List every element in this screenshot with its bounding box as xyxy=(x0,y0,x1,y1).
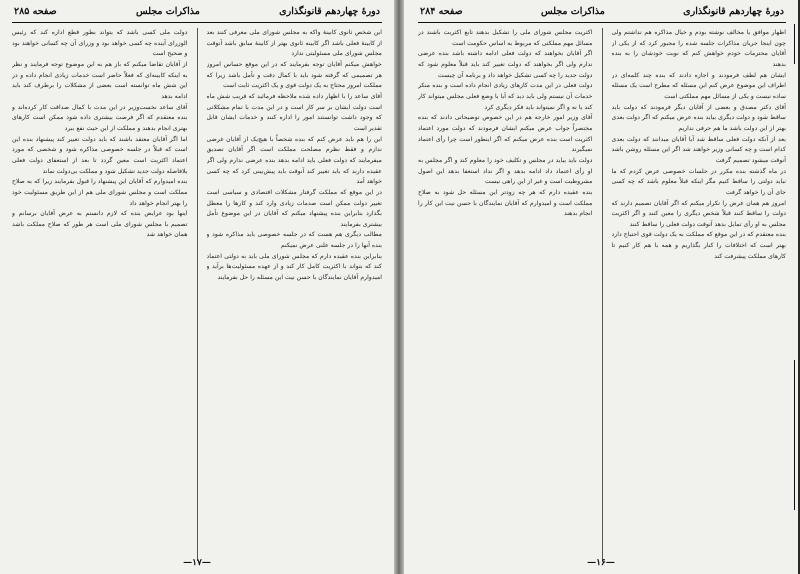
paragraph: بنده عقیده دارم که هر چه زودتر این مسئله حل شود به صلاح مملکت است و امیدوارم که آقایان نمایندگان با حسن نیت این کار را انجام بدهند xyxy=(418,188,593,218)
left-page-columns xyxy=(12,28,382,561)
paragraph: بنابراین بنده عقیده دارم که مجلس شورای ملی باید به دولتی اعتماد کند که بتواند با اکثریت کامل کار کند و از عهده مسئولیت‌ها برآید و امیدوارم آقایان نمایندگان با حسن نیت این مسئله را حل بفرمایند xyxy=(206,252,382,282)
right-page-folio: —۱۶— xyxy=(587,558,615,568)
paragraph: آقای ساعد نخست‌وزیر در این مدت با کمال صداقت کار کرده‌اند و بنده معتقدم که اگر فرصت بیشتری داده شود ممکن است کارهای بهتری انجام بدهند و مملکت از این حیث نفع ببرد xyxy=(12,103,188,132)
paragraph: در ماه گذشته بنده مکرر در جلسات خصوصی عرض کردم که ما نباید دولتی را ساقط کنیم مگر اینکه قبلاً معلوم باشد که چه کسی جای آن را خواهد گرفت xyxy=(611,167,786,196)
paragraph: این را هم باید عرض کنم که بنده شخصاً با هیچ‌یک از آقایان غرضی ندارم و فقط نظرم مصلحت مملکت است اگر آقایان تصدیق میفرمایند که دولت فعلی باید ادامه بدهد بنده عرضی ندارم ولی اگر عقیده دارند که باید تغییر کند آنوقت باید پیش‌بینی کرد که چه کسی خواهد آمد xyxy=(206,135,382,186)
right-page-header xyxy=(418,6,786,23)
right-page-column-right xyxy=(612,28,787,561)
right-page-title: مذاکرات مجلس xyxy=(541,6,605,17)
paragraph: دولت فعلی در این مدت کارهای زیادی انجام داده است و بنده منکر خدمات آن نیستم ولی باید دید که آیا با وضع فعلی مجلس میتواند کار کند یا نه و اگر نمیتواند باید فکر دیگری کرد xyxy=(418,82,593,111)
paragraph: در این موقع که مملکت گرفتار مشکلات اقتصادی و سیاسی است تغییر دولت ممکن است صدمات زیادی وارد کند و کارها را معطل بگذارد بنابراین بنده پیشنهاد میکنم که آقایان در این موضوع تأمل بیشتری بفرمایند xyxy=(206,188,382,228)
paragraph: بعد از آنکه دولت فعلی ساقط شد آیا آقایان میدانند که دولت بعدی کدام است و چه کسانی وزیر خواهند شد اگر این مسئله روشن باشد آنوقت میشود تصمیم گرفت xyxy=(611,135,786,164)
left-page-column-left xyxy=(12,28,188,561)
paragraph: دولت ملی کسی باشد که بتواند بطور قطع اداره کند که رئیس الوزرای آینده چه کسی خواهد بود و وزرای آن چه کسانی خواهند بود و صحیح است xyxy=(12,29,188,58)
paragraph: مطالب دیگری هم هست که در جلسه خصوصی باید مذاکره شود و بنده آنها را در جلسه علنی عرض نمیکنم xyxy=(206,231,382,250)
paragraph: بنده معتقدم که در این موقع که مملکت به یک دولت قوی احتیاج دارد بهتر است که اختلافات را کنار بگذاریم و همه با هم کار کنیم تا کارهای مملکت پیشرفت کند xyxy=(611,231,786,260)
paragraph: آقای ساعد را با اظهار داده شده ملاحظه فرمائید که قریب شش ماه است دولت ایشان بر سر کار است و در این مدت با تمام مشکلاتی که وجود داشت توانستند امور را اداره کنند و خدمات ایشان قابل تقدیر است xyxy=(206,92,382,132)
paragraph: دولت باید بیاید در مجلس و تکلیف خود را معلوم کند و اگر مجلس به او رأی اعتماد داد ادامه بدهد و اگر نداد استعفا بدهد این اصول مشروطیت است و غیر از این راهی نیست xyxy=(418,156,593,186)
margin-pen-mark xyxy=(789,24,795,64)
right-page xyxy=(404,0,798,574)
paragraph: اکثریت مجلس شورای ملی را تشکیل بدهند تابع اکثریت باشند در مسائل مهم مملکتی که مربوط به اساس حکومت است xyxy=(418,29,593,47)
column-divider xyxy=(602,28,603,561)
paragraph: ایشان هم لطف فرمودند و اجازه دادند که بنده چند کلمه‌ای در اطراف این موضوع عرض کنم این مسئله که مطرح است یک مسئله ساده نیست و یکی از مسائل مهم مملکتی است xyxy=(611,71,786,100)
paragraph: بنده امیدوارم که آقایان این پیشنهاد را قبول بفرمایند زیرا که به صلاح مملکت است و مجلس شورای ملی هم از این طریق مسئولیت خود را بهتر انجام خواهد داد xyxy=(12,178,188,207)
column-divider xyxy=(197,28,198,561)
paragraph: امروز هم همان عرض را تکرار میکنم که اگر آقایان تصمیم دارند که دولت را ساقط کنند قبلاً شخص دیگری را معین کنند و اگر اکثریت مجلس به او رأی تمایل بدهد آنوقت دولت فعلی را ساقط کنند xyxy=(611,199,786,228)
paragraph: آقای وزیر امور خارجه هم در این خصوص توضیحاتی دادند که بنده مختصراً جواب عرض میکنم ایشان فرمودند که دولت مورد اعتماد اکثریت است بنده عرض میکنم که اگر اینطور است چرا رأی اعتماد نمیگیرند xyxy=(418,114,593,154)
left-page-header xyxy=(12,6,382,23)
left-page-session: دورهٔ چهاردهم قانونگذاری xyxy=(279,6,380,17)
left-page-column-right xyxy=(207,28,383,561)
left-page-number: صفحه ۲۸۵ xyxy=(14,6,57,17)
right-page-column-left xyxy=(418,28,593,561)
left-page-folio: —۱۷— xyxy=(183,558,211,568)
right-page-columns xyxy=(418,28,786,561)
paragraph: این شخص ثانوی کابینهٔ واکه به مجلس شورای ملی معرفی کنند بعد از کابینهٔ فعلی باشد اگر کابینه ثانوی بهتر از کابینهٔ سابق باشد آنوقت مجلس شورای ملی مسئولیتی ندارد xyxy=(206,29,382,58)
paragraph: اگر آقایان بخواهند که دولت فعلی ادامه داشته باشد بنده عرضی ندارم ولی اگر بخواهند که دولت تغییر کند باید قبلاً معلوم شود که دولت جدید را چه کسی تشکیل خواهد داد و برنامه آن چیست xyxy=(418,50,593,79)
left-page-title: مذاکرات مجلس xyxy=(136,6,200,17)
paragraph: اظهار موافق یا مخالف نوشته بودم و خیال مذاکره هم نداشتم ولی چون اینجا جریان مذاکرات جلسه شده را مجبور کرد که از یکی از آقایان محترمات خودم خواهش کنم که نوبت خودشان را به بنده بدهند xyxy=(611,29,786,68)
paragraph: آقای دکتر مصدق و بعضی از آقایان دیگر فرمودند که دولت باید ساقط شود و دولت دیگری بیاید بنده عرض میکنم که اگر دولت بعدی بهتر از این دولت باشد ما هم حرفی نداریم xyxy=(611,103,786,132)
right-page-number: صفحه ۲۸۴ xyxy=(420,6,463,17)
book-gutter xyxy=(394,0,404,574)
paragraph: اینها بود عرایض بنده که لازم دانستم به عرض آقایان برسانم و تصمیم با مجلس شورای ملی است هر طور که صلاح مملکت باشد همان خواهد شد xyxy=(12,210,188,239)
paragraph: خواهش میکنم آقایان توجه بفرمایند که در این موقع حساس امروز هر تصمیمی که گرفته شود باید با کمال دقت و تأمل باشد زیرا که مملکت امروز محتاج به یک دولت قوی و یک اکثریت ثابت است xyxy=(206,60,382,90)
left-page xyxy=(0,0,394,574)
paragraph: از آقایان تقاضا میکنم که باز هم به این موضوع توجه فرمایند و نظر به اینکه کابینه‌ای که فعلاً حاضر است خدمات زیادی انجام داده و در این شش ماه توانسته است بعضی از مشکلات را برطرف کند باید ادامه بدهد xyxy=(12,60,188,100)
paragraph: اما اگر آقایان معتقد باشند که باید دولت تغییر کند پیشنهاد بنده این است که قبلاً در جلسه خصوصی مذاکره شود و شخصی که مورد اعتماد اکثریت است معین گردد تا بعد از استعفای دولت فعلی بلافاصله دولت جدید تشکیل شود و مملکت بی‌دولت نماند xyxy=(12,135,188,175)
right-page-session: دورهٔ چهاردهم قانونگذاری xyxy=(683,6,784,17)
margin-pen-mark xyxy=(789,360,795,510)
